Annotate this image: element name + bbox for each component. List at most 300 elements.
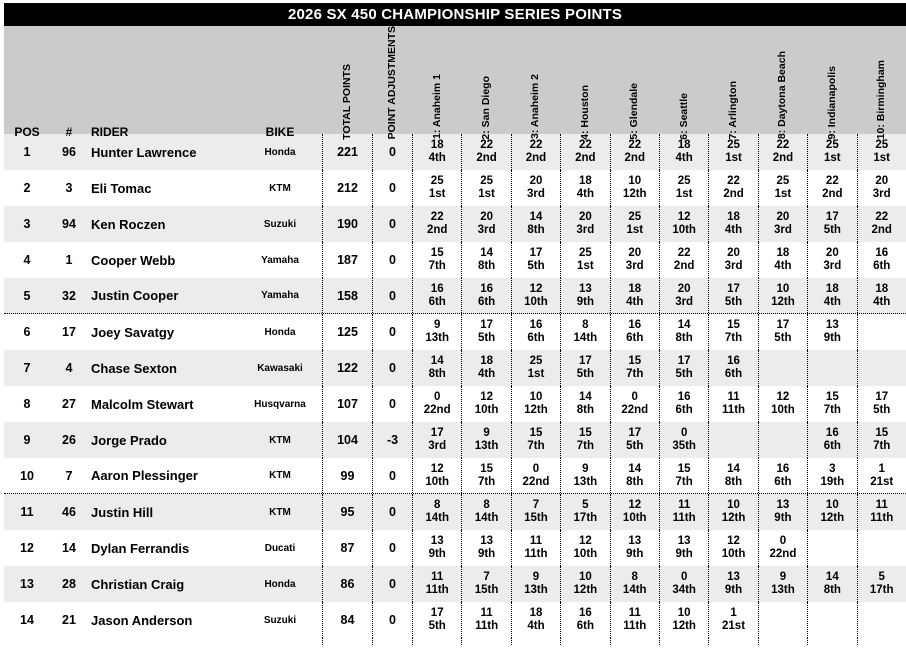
race-finish: 7th (675, 475, 693, 488)
race-result-cell (560, 530, 609, 566)
race-result-cell (708, 458, 757, 493)
race-finish: 1st (428, 188, 446, 200)
race-result-cell (610, 170, 659, 206)
tail-rule-cell (511, 638, 560, 645)
standings-row (4, 314, 906, 350)
race-result-cell (560, 458, 609, 493)
race-result-cell (807, 602, 856, 638)
race-points: 13 (578, 282, 592, 295)
race-result-cell (857, 602, 906, 638)
race-finish: 3rd (675, 295, 694, 308)
table-header (4, 26, 906, 140)
col-header-pos (4, 26, 50, 144)
race-finish: 6th (428, 295, 446, 308)
race-finish: 22nd (423, 404, 451, 416)
rider-name-cell: Aaron Plessinger (91, 468, 198, 483)
race-result-cell (807, 206, 856, 242)
race-result-cell (857, 242, 906, 278)
point-adjustments-cell: 0 (372, 206, 412, 242)
tail-rule-cell (807, 638, 856, 645)
race-points: 0 (680, 571, 688, 583)
race-label: 4: Houston (578, 84, 591, 140)
race-finish: 7th (823, 404, 841, 416)
race-result-cell (807, 494, 856, 530)
race-result-cell (511, 530, 560, 566)
bike-cell: Suzuki (263, 614, 297, 626)
race-result-cell (461, 458, 510, 493)
race-finish: 19th (820, 475, 845, 488)
race-result-cell (659, 170, 708, 206)
race-result-cell (708, 602, 757, 638)
race-result-cell (857, 386, 906, 422)
race-points: 1 (878, 462, 885, 475)
race-label: 10: Birmingham (875, 60, 888, 140)
standings-row (4, 278, 906, 314)
bike-cell: Honda (264, 326, 296, 338)
bike-cell: KTM (269, 506, 291, 518)
pos-cell: 2 (23, 181, 31, 195)
tail-rule-cell (857, 638, 906, 645)
race-points: 25 (727, 139, 740, 151)
total-points-cell: 212 (322, 170, 372, 206)
pos-cell: 5 (23, 288, 31, 303)
race-points: 14 (430, 355, 444, 367)
race-points: 16 (825, 427, 839, 439)
race-finish: 13th (425, 332, 450, 344)
race-result-cell (560, 422, 609, 458)
race-result-cell (659, 530, 708, 566)
race-points: 14 (578, 391, 592, 403)
race-result-cell (610, 494, 659, 530)
race-points: 9 (433, 319, 441, 331)
race-points: 18 (529, 607, 543, 619)
race-points: 20 (825, 247, 839, 259)
race-points: 22 (825, 175, 839, 187)
race-points: 16 (727, 355, 740, 367)
race-finish: 4th (823, 295, 841, 308)
race-result-cell (708, 530, 757, 566)
rider-number-cell: 26 (62, 433, 76, 447)
race-finish: 8th (527, 224, 545, 236)
race-points: 13 (677, 535, 691, 547)
race-finish: 14th (622, 584, 647, 596)
rider-name-cell: Joey Savatgy (91, 324, 175, 340)
race-result-cell (610, 386, 659, 422)
race-result-cell (610, 458, 659, 493)
rider-number-cell: 46 (62, 505, 76, 519)
race-points: 10 (628, 175, 642, 187)
race-finish: 8th (428, 368, 446, 380)
race-points: 25 (776, 175, 790, 187)
race-finish: 3rd (477, 224, 496, 236)
rider-number-cell: 14 (62, 541, 76, 555)
tail-rule-cell (758, 638, 807, 645)
rider-number-cell: 28 (62, 577, 76, 591)
race-finish: 10th (573, 548, 598, 560)
race-finish: 9th (576, 295, 594, 308)
race-result-cell (461, 566, 510, 602)
tail-rule-cell (238, 638, 322, 645)
rider-number-cell: 7 (65, 468, 73, 483)
total-points-cell: 221 (322, 134, 372, 170)
race-result-cell (807, 170, 856, 206)
bike-cell: Yamaha (261, 254, 299, 266)
race-points: 11 (678, 499, 691, 511)
race-finish: 4th (428, 152, 446, 164)
race-result-cell (758, 350, 807, 386)
race-finish: 4th (873, 295, 891, 308)
race-finish: 10th (721, 548, 746, 560)
race-points: 25 (628, 211, 642, 223)
point-adjustments-cell: -3 (372, 422, 412, 458)
race-result-cell (461, 350, 510, 386)
race-finish: 7th (576, 440, 594, 452)
race-result-cell (560, 386, 609, 422)
race-points: 16 (480, 282, 493, 295)
race-finish: 17th (573, 512, 598, 524)
race-points: 13 (727, 571, 740, 583)
race-points: 22 (628, 139, 642, 151)
race-points: 8 (631, 571, 638, 583)
race-points: 8 (483, 499, 490, 511)
race-points: 5 (582, 499, 589, 511)
race-finish: 5th (823, 224, 841, 236)
race-points: 18 (578, 175, 592, 187)
race-result-cell (461, 602, 510, 638)
standings-row (4, 566, 906, 602)
race-finish: 8th (823, 584, 841, 596)
race-points: 15 (727, 319, 740, 331)
race-finish: 7th (724, 332, 743, 344)
race-finish: 22nd (769, 548, 797, 560)
race-finish: 12th (771, 295, 795, 308)
rider-name-cell: Jorge Prado (91, 432, 167, 448)
race-result-cell (659, 566, 708, 602)
race-result-cell (758, 422, 807, 458)
tail-rule-cell (461, 638, 510, 645)
race-result-cell (659, 458, 708, 493)
standings-row (4, 242, 906, 278)
race-finish: 12th (573, 584, 598, 596)
race-result-cell (708, 242, 757, 278)
race-result-cell (560, 170, 609, 206)
race-finish: 5th (626, 440, 644, 452)
tail-rule-cell (4, 638, 50, 645)
race-finish: 5th (675, 368, 693, 380)
race-result-cell (511, 170, 560, 206)
standings-row (4, 530, 906, 566)
race-result-cell (610, 530, 659, 566)
col-header-race (560, 26, 609, 144)
race-finish: 2nd (871, 224, 892, 236)
race-finish: 6th (774, 475, 792, 488)
race-result-cell (807, 386, 856, 422)
race-finish: 2nd (525, 152, 547, 164)
race-finish: 1st (824, 152, 841, 164)
pos-cell: 1 (23, 145, 31, 159)
race-result-cell (511, 602, 560, 638)
race-result-cell (857, 530, 906, 566)
race-finish: 12th (820, 512, 845, 524)
race-finish: 5th (873, 404, 891, 416)
total-points-cell: 86 (322, 566, 372, 602)
race-points: 7 (532, 499, 540, 511)
race-result-cell (461, 242, 510, 278)
race-points: 22 (677, 247, 691, 259)
rider-number-cell: 94 (62, 217, 76, 231)
race-result-cell (511, 386, 560, 422)
race-finish: 35th (672, 440, 696, 452)
race-result-cell (610, 602, 659, 638)
points-sheet (4, 3, 906, 645)
race-result-cell (412, 170, 461, 206)
race-points: 12 (677, 211, 691, 223)
race-result-cell (758, 566, 807, 602)
race-points: 11 (628, 607, 641, 619)
pos-cell: 6 (23, 325, 31, 339)
race-points: 15 (529, 427, 543, 439)
race-points: 13 (776, 499, 790, 511)
race-points: 14 (529, 211, 543, 223)
race-points: 10 (578, 571, 592, 583)
race-points: 17 (727, 282, 740, 295)
rider-name-cell: Jason Anderson (91, 612, 193, 628)
race-points: 12 (578, 535, 592, 547)
rider-number-cell: 4 (65, 361, 73, 375)
point-adjustments-cell: 0 (372, 278, 412, 313)
race-result-cell (560, 566, 609, 602)
race-points: 20 (628, 247, 642, 259)
race-points: 17 (677, 355, 691, 367)
race-finish: 9th (675, 548, 693, 560)
race-finish: 4th (477, 368, 496, 380)
race-finish: 11th (623, 620, 647, 632)
race-points: 10 (529, 391, 543, 403)
race-points: 10 (677, 607, 691, 619)
race-finish: 13th (573, 475, 598, 488)
rider-number-cell: 1 (65, 253, 73, 267)
race-points: 9 (582, 462, 589, 475)
rider-name-cell: Ken Roczen (91, 216, 166, 232)
page-title: 2026 SX 450 CHAMPIONSHIP SERIES POINTS (4, 3, 906, 26)
race-finish: 11th (722, 404, 746, 416)
race-points: 11 (875, 499, 888, 511)
tail-rule-cell (412, 638, 461, 645)
race-points: 22 (875, 211, 889, 223)
race-points: 11 (431, 571, 444, 583)
race-finish: 2nd (476, 152, 497, 164)
race-result-cell (511, 134, 560, 170)
race-finish: 6th (477, 295, 496, 308)
pos-cell: 7 (23, 361, 31, 375)
tail-rule-cell (659, 638, 708, 645)
race-finish: 11th (425, 584, 449, 596)
rider-number-cell: 17 (62, 325, 76, 339)
standings-row (4, 134, 906, 170)
column-rule-tail (4, 638, 906, 645)
point-adjustments-cell: 0 (372, 134, 412, 170)
race-finish: 5th (428, 620, 446, 632)
race-result-cell (857, 458, 906, 493)
race-points: 9 (532, 571, 540, 583)
total-points-cell: 125 (322, 314, 372, 350)
race-result-cell (857, 170, 906, 206)
col-header-race (708, 26, 757, 144)
race-finish: 13th (524, 584, 548, 596)
race-result-cell (610, 422, 659, 458)
race-result-cell (412, 566, 461, 602)
race-finish: 4th (527, 620, 545, 632)
tail-rule-cell (610, 638, 659, 645)
race-points: 22 (430, 211, 444, 223)
race-finish: 10th (524, 295, 548, 308)
race-finish: 5th (774, 332, 792, 344)
total-points-cell: 99 (322, 458, 372, 493)
race-label: 6: Seattle (677, 92, 690, 140)
rider-name-cell: Hunter Lawrence (91, 144, 197, 160)
race-finish: 3rd (527, 188, 545, 200)
race-points: 11 (480, 607, 493, 619)
race-points: 3 (829, 462, 836, 475)
race-result-cell (659, 314, 708, 350)
col-header-race (412, 26, 461, 144)
col-header-race (807, 26, 856, 144)
race-points: 22 (776, 139, 790, 151)
standings-row (4, 422, 906, 458)
race-result-cell (412, 386, 461, 422)
race-points: 1 (730, 607, 737, 619)
race-finish: 8th (576, 404, 594, 416)
race-finish: 2nd (822, 188, 843, 200)
race-result-cell (412, 458, 461, 493)
race-finish: 1st (478, 188, 495, 200)
race-points: 16 (578, 607, 592, 619)
point-adjustments-cell: 0 (372, 494, 412, 530)
race-result-cell (807, 242, 856, 278)
race-result-cell (659, 386, 708, 422)
point-adjustments-cell: 0 (372, 458, 412, 493)
race-result-cell (857, 134, 906, 170)
race-points: 17 (875, 391, 889, 403)
standings-row (4, 350, 906, 386)
standings-row (4, 458, 906, 494)
col-header-point-adjustments-label: POINT ADJUSTMENTS (386, 26, 398, 140)
tail-rule-cell (322, 638, 372, 645)
race-result-cell (807, 530, 856, 566)
race-finish: 17th (869, 584, 894, 596)
race-finish: 12th (524, 404, 548, 416)
race-points: 18 (677, 139, 691, 151)
total-points-cell: 122 (322, 350, 372, 386)
tail-rule-cell (560, 638, 609, 645)
race-points: 20 (727, 247, 740, 259)
race-finish: 1st (675, 188, 693, 200)
race-result-cell (857, 566, 906, 602)
race-points: 15 (825, 391, 839, 403)
race-finish: 9th (428, 548, 446, 560)
race-finish: 11th (672, 512, 696, 524)
standings-row (4, 602, 906, 638)
race-label: 7: Arlington (727, 80, 740, 140)
rider-number-cell: 32 (62, 288, 76, 303)
race-result-cell (610, 350, 659, 386)
race-points: 0 (532, 462, 540, 475)
col-header-rider-label: RIDER (91, 125, 129, 140)
race-result-cell (708, 350, 757, 386)
race-points: 17 (628, 427, 642, 439)
race-result-cell (857, 422, 906, 458)
race-points: 22 (480, 139, 493, 151)
race-result-cell (807, 422, 856, 458)
race-points: 10 (776, 282, 790, 295)
race-result-cell (659, 242, 708, 278)
race-points: 14 (825, 571, 839, 583)
race-label: 1: Anaheim 1 (430, 74, 443, 140)
race-finish: 2nd (575, 152, 596, 164)
race-result-cell (610, 278, 659, 313)
race-result-cell (807, 566, 856, 602)
race-finish: 3rd (576, 224, 595, 236)
race-result-cell (412, 242, 461, 278)
bike-cell: Kawasaki (257, 362, 303, 374)
race-finish: 8th (675, 332, 693, 344)
race-result-cell (857, 314, 906, 350)
standings-rows (4, 134, 906, 638)
race-points: 12 (727, 535, 740, 547)
race-label: 3: Anaheim 2 (529, 74, 542, 140)
race-finish: 9th (477, 548, 496, 560)
race-points: 16 (430, 282, 444, 295)
bike-cell: Husqvarna (254, 398, 306, 410)
race-result-cell (412, 530, 461, 566)
race-result-cell (511, 494, 560, 530)
col-header-point-adjustments (372, 26, 412, 144)
pos-cell: 11 (20, 505, 34, 519)
race-points: 15 (430, 247, 444, 259)
race-finish: 10th (474, 404, 499, 416)
col-header-rider (88, 26, 238, 144)
col-header-race (857, 26, 906, 144)
race-result-cell (560, 278, 609, 313)
race-result-cell (659, 278, 708, 313)
race-finish: 6th (823, 440, 841, 452)
race-finish: 4th (626, 295, 644, 308)
race-result-cell (659, 602, 708, 638)
race-points: 15 (578, 427, 592, 439)
race-finish: 8th (626, 475, 644, 488)
race-finish: 9th (724, 584, 743, 596)
race-finish: 5th (527, 260, 545, 272)
point-adjustments-cell: 0 (372, 602, 412, 638)
race-label: 5: Glendale (628, 82, 641, 140)
race-result-cell (659, 494, 708, 530)
race-points: 0 (433, 391, 441, 403)
race-result-cell (511, 242, 560, 278)
race-finish: 1st (626, 224, 644, 236)
col-header-number-label: # (65, 125, 73, 140)
race-points: 16 (529, 319, 543, 331)
point-adjustments-cell: 0 (372, 566, 412, 602)
pos-cell: 4 (23, 253, 31, 267)
race-result-cell (659, 422, 708, 458)
race-result-cell (758, 170, 807, 206)
pos-cell: 12 (20, 541, 34, 555)
race-finish: 12th (622, 188, 647, 200)
col-header-race (659, 26, 708, 144)
rider-number-cell: 96 (62, 145, 76, 159)
point-adjustments-cell: 0 (372, 386, 412, 422)
race-result-cell (857, 206, 906, 242)
